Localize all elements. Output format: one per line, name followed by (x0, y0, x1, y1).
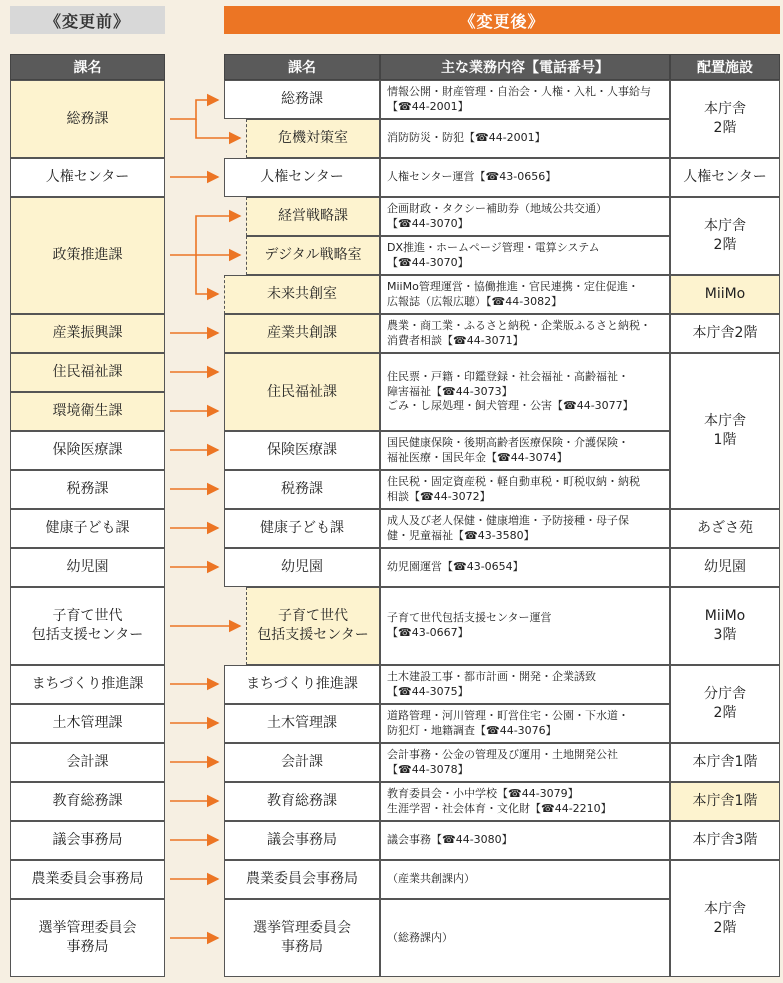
arrow (170, 216, 240, 255)
new-unit-name: 土木管理課 (224, 704, 380, 743)
old-unit: 農業委員会事務局 (10, 860, 165, 899)
new-unit-name: 会計課 (224, 743, 380, 782)
duties-text: 住民票・戸籍・印鑑登録・社会福祉・高齢福祉・ 障害福祉【☎44-3073】 ごみ・し尿処理・飼犬管理・公害【☎44-3077】 (380, 353, 670, 431)
duties-text: 会計事務・公金の管理及び運用・土地開発公社 【☎44-3078】 (380, 743, 670, 782)
facility-cell: 本庁舎 2階 (670, 80, 780, 158)
duties-text: 議会事務【☎44-3080】 (380, 821, 670, 860)
old-unit: 住民福祉課 (10, 353, 165, 392)
new-unit-name: デジタル戦略室 (246, 236, 380, 275)
new-unit-name: 幼児園 (224, 548, 380, 587)
new-unit-name: 子育て世代 包括支援センター (246, 587, 380, 665)
new-unit-name: 住民福祉課 (224, 353, 380, 431)
facility-cell: MiiMo (670, 275, 780, 314)
old-unit: 政策推進課 (10, 197, 165, 314)
old-unit: 選挙管理委員会 事務局 (10, 899, 165, 977)
duties-text: 教育委員会・小中学校【☎44-3079】 生涯学習・社会体育・文化財【☎44-2210】 (380, 782, 670, 821)
facility-cell: 本庁舎 1階 (670, 353, 780, 509)
duties-text: （産業共創課内） (380, 860, 670, 899)
facility-cell: 本庁舎3階 (670, 821, 780, 860)
facility-cell: 本庁舎 2階 (670, 860, 780, 977)
duties-text: 農業・商工業・ふるさと納税・企業版ふるさと納税・ 消費者相談【☎44-3071】 (380, 314, 670, 353)
duties-text: 情報公開・財産管理・自治会・人権・入札・人事給与 【☎44-2001】 (380, 80, 670, 119)
arrow (170, 100, 218, 119)
new-unit-name: 産業共創課 (224, 314, 380, 353)
facility-cell: MiiMo 3階 (670, 587, 780, 665)
duties-text: 住民税・固定資産税・軽自動車税・町税収納・納税 相談【☎44-3072】 (380, 470, 670, 509)
duties-column-header: 主な業務内容【電話番号】 (380, 54, 670, 80)
new-unit-name: 選挙管理委員会 事務局 (224, 899, 380, 977)
new-unit-name: 危機対策室 (246, 119, 380, 158)
old-unit: 総務課 (10, 80, 165, 158)
old-unit: 環境衛生課 (10, 392, 165, 431)
new-unit-name: 議会事務局 (224, 821, 380, 860)
duties-text: 土木建設工事・都市計画・開発・企業誘致 【☎44-3075】 (380, 665, 670, 704)
arrow (196, 255, 218, 294)
old-unit: 健康子ども課 (10, 509, 165, 548)
new-unit-name: 健康子ども課 (224, 509, 380, 548)
new-unit-name: 経営戦略課 (246, 197, 380, 236)
new-unit-name: 農業委員会事務局 (224, 860, 380, 899)
duties-text: （総務課内） (380, 899, 670, 977)
new-unit-name: 教育総務課 (224, 782, 380, 821)
facility-column-header: 配置施設 (670, 54, 780, 80)
facility-cell: 本庁舎 2階 (670, 197, 780, 275)
facility-cell: あざさ苑 (670, 509, 780, 548)
facility-cell: 本庁舎1階 (670, 782, 780, 821)
duties-text: 人権センター運営【☎43-0656】 (380, 158, 670, 197)
new-unit-name: 総務課 (224, 80, 380, 119)
arrow (196, 119, 240, 138)
old-unit: 会計課 (10, 743, 165, 782)
old-name-column-header: 課名 (10, 54, 165, 80)
new-unit-name: まちづくり推進課 (224, 665, 380, 704)
before-header: 《変更前》 (10, 6, 165, 34)
new-unit-name: 人権センター (224, 158, 380, 197)
facility-cell: 人権センター (670, 158, 780, 197)
old-unit: 子育て世代 包括支援センター (10, 587, 165, 665)
old-unit: 土木管理課 (10, 704, 165, 743)
duties-text: 幼児園運営【☎43-0654】 (380, 548, 670, 587)
duties-text: 消防防災・防犯【☎44-2001】 (380, 119, 670, 158)
duties-text: 子育て世代包括支援センター運営 【☎43-0667】 (380, 587, 670, 665)
old-unit: まちづくり推進課 (10, 665, 165, 704)
old-unit: 税務課 (10, 470, 165, 509)
old-unit: 教育総務課 (10, 782, 165, 821)
duties-text: MiiMo管理運営・協働推進・官民連携・定住促進・ 広報誌（広報広聴）【☎44-3082】 (380, 275, 670, 314)
old-unit: 幼児園 (10, 548, 165, 587)
old-unit: 産業振興課 (10, 314, 165, 353)
after-header: 《変更後》 (224, 6, 780, 34)
new-name-column-header: 課名 (224, 54, 380, 80)
facility-cell: 分庁舎 2階 (670, 665, 780, 743)
duties-text: 成人及び老人保健・健康増進・予防接種・母子保 健・児童福祉【☎43-3580】 (380, 509, 670, 548)
duties-text: 企画財政・タクシー補助券（地域公共交通） 【☎44-3070】 (380, 197, 670, 236)
new-unit-name: 保険医療課 (224, 431, 380, 470)
facility-cell: 幼児園 (670, 548, 780, 587)
facility-cell: 本庁舎2階 (670, 314, 780, 353)
facility-cell: 本庁舎1階 (670, 743, 780, 782)
old-unit: 保険医療課 (10, 431, 165, 470)
old-unit: 議会事務局 (10, 821, 165, 860)
duties-text: DX推進・ホームページ管理・電算システム 【☎44-3070】 (380, 236, 670, 275)
duties-text: 道路管理・河川管理・町営住宅・公園・下水道・ 防犯灯・地籍調査【☎44-3076】 (380, 704, 670, 743)
old-unit: 人権センター (10, 158, 165, 197)
new-unit-name: 税務課 (224, 470, 380, 509)
duties-text: 国民健康保険・後期高齢者医療保険・介護保険・ 福祉医療・国民年金【☎44-3074】 (380, 431, 670, 470)
new-unit-name: 未来共創室 (224, 275, 380, 314)
